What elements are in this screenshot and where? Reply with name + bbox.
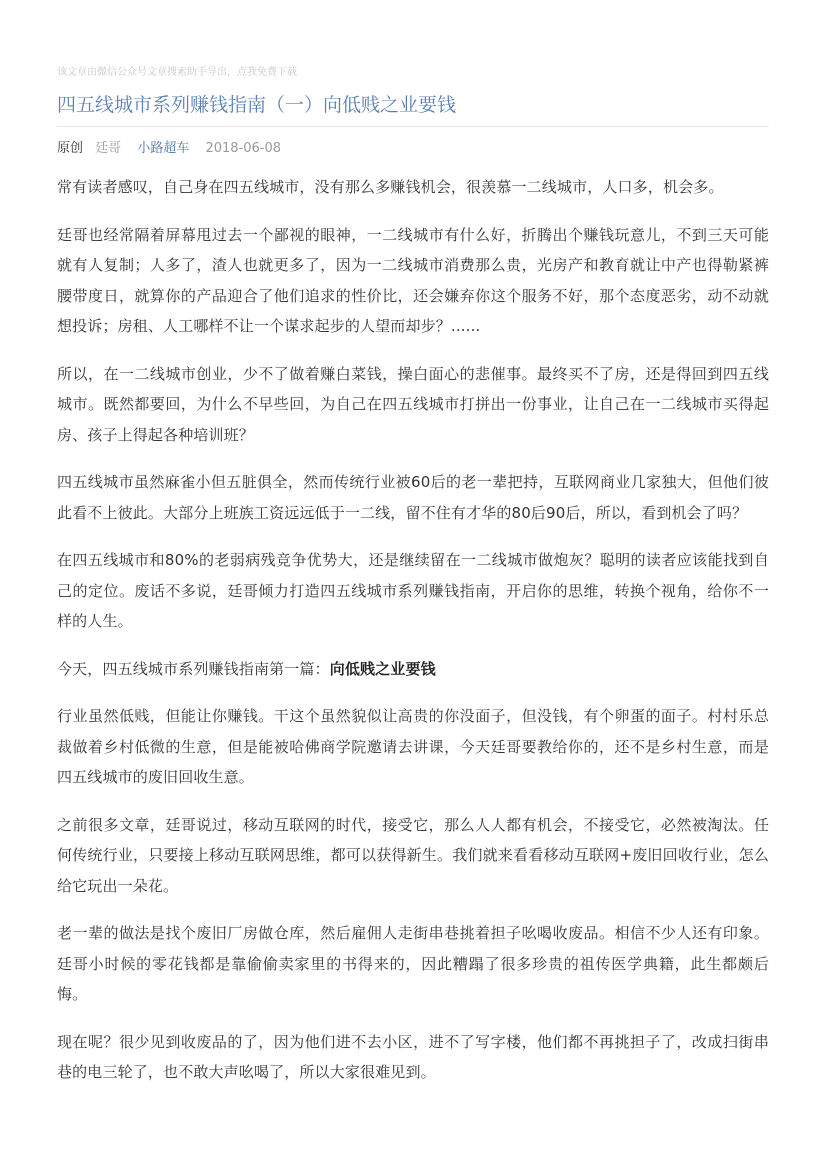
export-notice-link[interactable]: 该文章由微信公众号文章搜索助手导出，点我免费下载 xyxy=(57,67,297,78)
article-meta xyxy=(57,139,281,159)
paragraph: 四五线城市虽然麻雀小但五脏俱全，然而传统行业被60后的老一辈把持，互联网商业几家独大，但他们彼此看不上彼此。大部分上班族工资远远低于一二线，留不住有才华的80后90后，所以，看到机会了吗？ xyxy=(57,473,769,522)
intro-bold-title: 向低贱之业要钱 xyxy=(329,659,436,678)
paragraph: 行业虽然低贱，但能让你赚钱。干这个虽然貌似让高贵的你没面子，但没钱，有个卵蛋的面子。村村乐总裁做着乡村低微的生意，但是能被哈佛商学院邀请去讲课，今天廷哥要教给你的，还不是乡村生意，而是四五线城市的废旧回收生意。 xyxy=(57,707,769,786)
paragraph: 现在呢？很少见到收废品的了，因为他们进不去小区，进不了写字楼，他们都不再挑担子了，改成扫街串巷的电三轮了，也不敢大声吆喝了，所以大家很难见到。 xyxy=(57,1032,769,1081)
paragraph: 之前很多文章，廷哥说过，移动互联网的时代，接受它，那么人人都有机会，不接受它，必然被淘汰。任何传统行业，只要接上移动互联网思维，都可以获得新生。我们就来看看移动互联网+废旧回收行业，怎么给它玩出一朵花。 xyxy=(57,815,769,895)
paragraph: 老一辈的做法是找个废旧厂房做仓库，然后雇佣人走街串巷挑着担子吆喝收废品。相信不少人还有印象。廷哥小时候的零花钱都是靠偷偷卖家里的书得来的，因此糟蹋了很多珍贵的祖传医学典籍，此生都颇后悔。 xyxy=(57,924,769,1003)
original-tag: 原创 xyxy=(57,141,84,156)
intro-paragraph xyxy=(57,654,769,685)
paragraph: 在四五线城市和80%的老弱病残竞争优势大，还是继续留在一二线城市做炮灰？聪明的读者应该能找到自己的定位。废话不多说，廷哥倾力打造四五线城市系列赚钱指南，开启你的思维，转换个视角，给你不一样的人生。 xyxy=(57,551,769,630)
author-name: 廷哥 xyxy=(95,141,122,156)
intro-prefix: 今天，四五线城市系列赚钱指南第一篇： xyxy=(57,659,330,678)
paragraph: 所以，在一二线城市创业，少不了做着赚白菜钱，操白面心的悲催事。最终买不了房，还是得回到四五线城市。既然都要回，为什么不早些回，为自己在四五线城市打拼出一份事业，让自己在一二线城市买得起房、孩子上得起各种培训班？ xyxy=(57,364,769,444)
article-content xyxy=(57,172,769,1105)
paragraph: 常有读者感叹，自己身在四五线城市，没有那么多赚钱机会，很羡慕一二线城市，人口多，机会多。 xyxy=(57,178,724,196)
article-title: 四五线城市系列赚钱指南（一）向低贱之业要钱 xyxy=(57,94,457,116)
publish-date: 2018-06-08 xyxy=(205,141,282,156)
title-divider xyxy=(57,126,769,127)
paragraph: 廷哥也经常隔着屏幕甩过去一个鄙视的眼神，一二线城市有什么好，折腾出个赚钱玩意儿，不到三天可能就有人复制；人多了，渣人也就更多了，因为一二线城市消费那么贵，光房产和教育就让中产也得勒紧裤腰带度日，就算你的产品迎合了他们追求的性价比，还会嫌弃你这个服务不好，那个态度恶劣，动不动就想投诉；房租、人工哪样不让一个谋求起步的人望而却步？...... xyxy=(57,225,769,335)
account-link[interactable]: 小路超车 xyxy=(137,141,190,156)
